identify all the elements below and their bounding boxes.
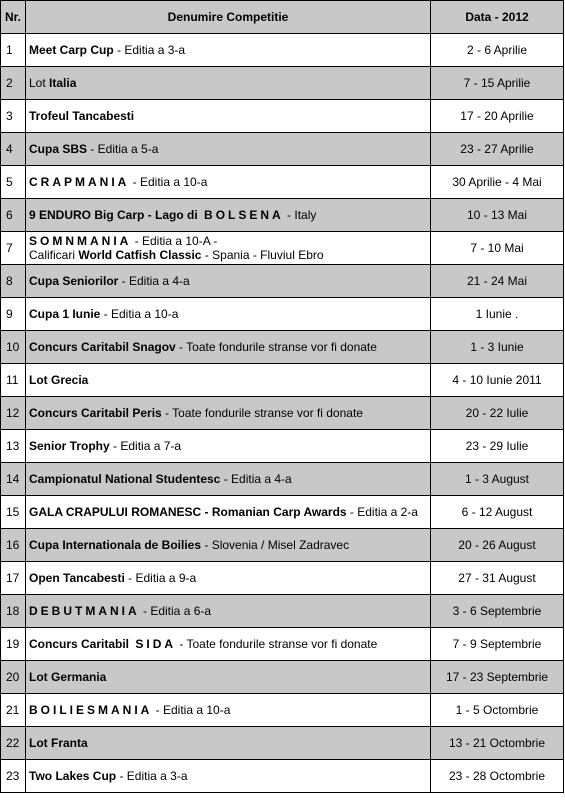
name-detail: - Toate fondurile stranse vor fi donate <box>175 340 377 354</box>
competition-date: 6 - 12 August <box>431 496 564 529</box>
competition-name <box>26 430 431 463</box>
table-row <box>1 595 564 628</box>
row-number: 3 <box>1 100 26 133</box>
name-bold: Senior Trophy <box>29 439 110 453</box>
competition-date: 23 - 27 Aprilie <box>431 133 564 166</box>
table-row <box>1 397 564 430</box>
name-bold: Italia <box>49 76 77 90</box>
competition-date: 23 - 29 Iulie <box>431 430 564 463</box>
competition-date: 13 - 21 Octombrie <box>431 727 564 760</box>
row-number: 12 <box>1 397 26 430</box>
name-prefix: Calificari <box>29 248 79 262</box>
name-spaced: SOMNMANIA <box>29 234 132 248</box>
competition-date: 17 - 20 Aprilie <box>431 100 564 133</box>
name-bold: Concurs Caritabil Snagov <box>29 340 176 354</box>
name-bold: Open Tancabesti <box>29 571 125 585</box>
competition-name <box>26 298 431 331</box>
row-number: 23 <box>1 760 26 793</box>
name-bold: Concurs Caritabil <box>29 637 130 651</box>
competition-name <box>26 34 431 67</box>
competition-date: 3 - 6 Septembrie <box>431 595 564 628</box>
name-detail: - Editia a 4-a <box>118 274 190 288</box>
row-number: 20 <box>1 661 26 694</box>
competition-date: 21 - 24 Mai <box>431 265 564 298</box>
competition-date: 4 - 10 Iunie 2011 <box>431 364 564 397</box>
competition-name <box>26 661 431 694</box>
row-number: 15 <box>1 496 26 529</box>
name-detail: - Editia a 9-a <box>124 571 197 585</box>
table-row <box>1 133 564 166</box>
name-detail: - Editia a 10-a <box>100 307 179 321</box>
name-bold: 9 ENDURO Big Carp - Lago di <box>29 208 198 222</box>
name-detail: - Editia a 3-a <box>116 769 188 783</box>
header-nr: Nr. <box>1 1 26 34</box>
row-number: 1 <box>1 34 26 67</box>
name-detail: - Editia a 7-a <box>109 439 182 453</box>
competition-name <box>26 199 431 232</box>
table-row <box>1 562 564 595</box>
competition-date: 7 - 15 Aprilie <box>431 67 564 100</box>
name-bold: Lot Franta <box>29 736 88 750</box>
row-number: 18 <box>1 595 26 628</box>
name-detail: - Editia a 10-a <box>152 703 231 717</box>
competition-name <box>26 67 431 100</box>
competition-name <box>26 331 431 364</box>
competition-name <box>26 496 431 529</box>
table-row <box>1 727 564 760</box>
name-bold: GALA CRAPULUI ROMANESC - Romanian Carp Awards <box>29 505 347 519</box>
competition-date: 27 - 31 August <box>431 562 564 595</box>
table-row <box>1 232 564 265</box>
name-bold: World Catfish Classic <box>78 248 202 262</box>
competition-name <box>26 694 431 727</box>
row-number: 21 <box>1 694 26 727</box>
table-row <box>1 199 564 232</box>
name-second-line <box>29 248 427 262</box>
table-row <box>1 694 564 727</box>
name-bold: Cupa Internationala de Boilies <box>29 538 202 552</box>
row-number: 2 <box>1 67 26 100</box>
table-row <box>1 463 564 496</box>
table-row <box>1 364 564 397</box>
table-row <box>1 34 564 67</box>
name-bold: Campionatul National Studentesc <box>29 472 221 486</box>
name-detail: - Editia a 10-A - <box>131 234 218 248</box>
competition-name <box>26 463 431 496</box>
table-row <box>1 298 564 331</box>
row-number: 14 <box>1 463 26 496</box>
name-detail: - Editia a 2-a <box>346 505 418 519</box>
name-detail: - Editia a 5-a <box>87 142 159 156</box>
table-row <box>1 100 564 133</box>
name-spaced: BOILIESMANIA <box>29 703 153 717</box>
table-row <box>1 265 564 298</box>
name-detail: - Editia a 6-a <box>139 604 212 618</box>
competition-date: 1 - 3 Iunie <box>431 331 564 364</box>
name-bold: Trofeul Tancabesti <box>29 109 135 123</box>
header-row <box>1 1 564 34</box>
name-detail: - Editia a 10-a <box>129 175 208 189</box>
name-spaced: DEBUTMANIA <box>29 604 140 618</box>
row-number: 11 <box>1 364 26 397</box>
row-number: 13 <box>1 430 26 463</box>
name-detail: - Editia a 4-a <box>220 472 292 486</box>
row-number: 4 <box>1 133 26 166</box>
competition-name <box>26 397 431 430</box>
table-row <box>1 331 564 364</box>
name-bold: Concurs Caritabil Peris <box>29 406 162 420</box>
row-number: 5 <box>1 166 26 199</box>
competition-date: 1 - 3 August <box>431 463 564 496</box>
header-name: Denumire Competitie <box>26 1 431 34</box>
name-detail: - Spania - Fluviul Ebro <box>201 248 324 262</box>
competition-name <box>26 133 431 166</box>
name-bold: Cupa 1 Iunie <box>29 307 101 321</box>
competition-date: 10 - 13 Mai <box>431 199 564 232</box>
competition-date: 2 - 6 Aprilie <box>431 34 564 67</box>
competition-date: 1 Iunie . <box>431 298 564 331</box>
header-date: Data - 2012 <box>431 1 564 34</box>
competition-date: 23 - 28 Octombrie <box>431 760 564 793</box>
row-number: 10 <box>1 331 26 364</box>
competition-date: 17 - 23 Septembrie <box>431 661 564 694</box>
competition-date: 7 - 9 Septembrie <box>431 628 564 661</box>
name-bold: Two Lakes Cup <box>29 769 117 783</box>
competition-name <box>26 628 431 661</box>
name-detail: - Toate fondurile stranse vor fi donate <box>176 637 378 651</box>
name-bold: Meet Carp Cup <box>29 43 114 57</box>
name-detail: - Italy <box>283 208 317 222</box>
competition-name <box>26 760 431 793</box>
row-number: 19 <box>1 628 26 661</box>
row-number: 9 <box>1 298 26 331</box>
name-detail: - Slovenia / Misel Zadravec <box>201 538 350 552</box>
table-row <box>1 628 564 661</box>
competition-name <box>26 232 431 265</box>
table-row <box>1 166 564 199</box>
row-number: 17 <box>1 562 26 595</box>
name-bold: Cupa Seniorilor <box>29 274 119 288</box>
competition-name <box>26 100 431 133</box>
name-detail: - Editia a 3-a <box>113 43 186 57</box>
row-number: 8 <box>1 265 26 298</box>
name-prefix: Lot <box>29 76 50 90</box>
table-row <box>1 67 564 100</box>
name-spaced: SIDA <box>129 637 177 651</box>
competition-name <box>26 364 431 397</box>
row-number: 16 <box>1 529 26 562</box>
competition-name <box>26 166 431 199</box>
competition-name <box>26 595 431 628</box>
table-row <box>1 529 564 562</box>
name-bold: Lot Germania <box>29 670 107 684</box>
row-number: 7 <box>1 232 26 265</box>
competition-date: 20 - 26 August <box>431 529 564 562</box>
table-row <box>1 760 564 793</box>
name-detail: - Toate fondurile stranse vor fi donate <box>161 406 363 420</box>
competition-date: 20 - 22 Iulie <box>431 397 564 430</box>
table-row <box>1 430 564 463</box>
name-bold: Cupa SBS <box>29 142 88 156</box>
competition-date: 7 - 10 Mai <box>431 232 564 265</box>
row-number: 6 <box>1 199 26 232</box>
name-spaced: BOLSENA <box>197 208 284 222</box>
competition-name <box>26 727 431 760</box>
table-row <box>1 496 564 529</box>
competition-date: 30 Aprilie - 4 Mai <box>431 166 564 199</box>
competition-name <box>26 265 431 298</box>
competition-name <box>26 562 431 595</box>
competition-date: 1 - 5 Octombrie <box>431 694 564 727</box>
competition-name <box>26 529 431 562</box>
row-number: 22 <box>1 727 26 760</box>
name-spaced: CRAPMANIA <box>29 175 130 189</box>
name-bold: Lot Grecia <box>29 373 89 387</box>
table-row <box>1 661 564 694</box>
